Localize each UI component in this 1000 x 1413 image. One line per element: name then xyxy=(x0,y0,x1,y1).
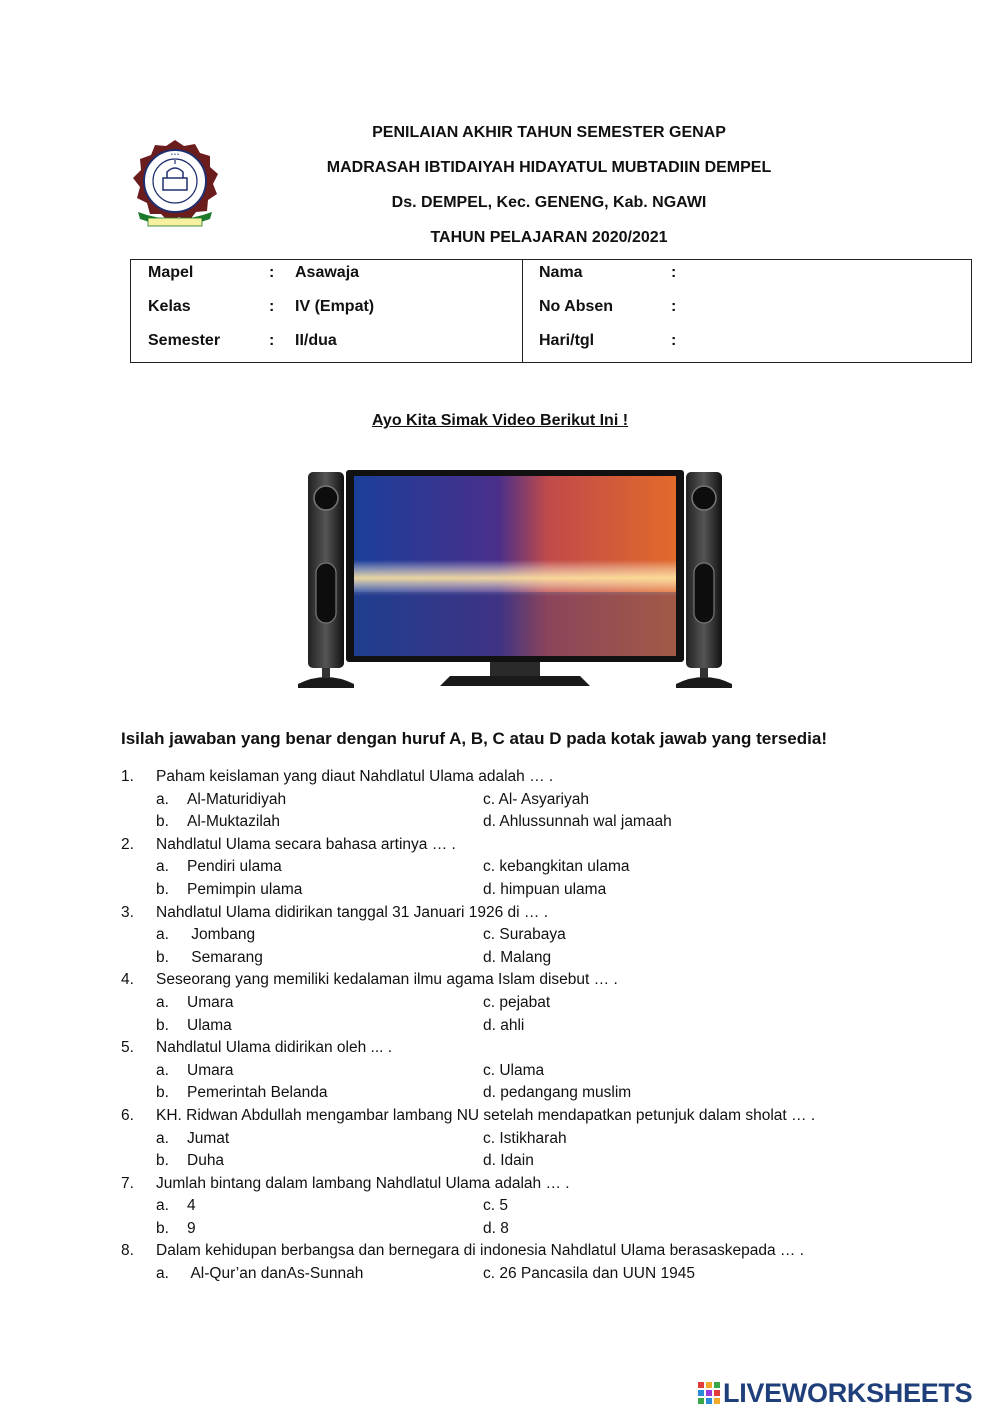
option-a[interactable]: Umara xyxy=(187,1061,234,1079)
option-letter: b. xyxy=(156,880,169,898)
nama-label: Nama xyxy=(539,264,583,281)
question-text: Dalam kehidupan berbangsa dan bernegara di indonesia Nahdlatul Ulama berasaskepada … . xyxy=(156,1242,804,1260)
question-text: Nahdlatul Ulama didirikan tanggal 31 Januari 1926 di … . xyxy=(156,903,549,921)
question-number: 5. xyxy=(121,1039,134,1057)
question-row xyxy=(0,1105,1000,1128)
option-row xyxy=(0,924,1000,947)
option-letter: b. xyxy=(156,948,169,966)
option-letter: a. xyxy=(156,1061,169,1079)
student-info-table xyxy=(130,259,972,363)
option-b[interactable]: Semarang xyxy=(187,948,263,966)
option-row xyxy=(0,1082,1000,1105)
question-text: KH. Ridwan Abdullah mengambar lambang NU setelah mendapatkan petunjuk dalam sholat … . xyxy=(156,1106,816,1124)
video-heading: Ayo Kita Simak Video Berikut Ini ! xyxy=(371,412,629,429)
question-number: 8. xyxy=(121,1242,134,1260)
noabsen-label: No Absen xyxy=(539,298,614,315)
option-letter: a. xyxy=(156,858,169,876)
option-letter: a. xyxy=(156,926,169,944)
option-d[interactable]: d. Malang xyxy=(483,948,552,966)
option-b[interactable]: Al-Muktazilah xyxy=(187,813,281,831)
option-a[interactable]: 4 xyxy=(187,1197,196,1215)
question-text: Nahdlatul Ulama secara bahasa artinya … . xyxy=(156,835,456,853)
option-d[interactable]: d. himpuan ulama xyxy=(483,880,607,898)
option-a[interactable]: Al-Maturidiyah xyxy=(187,790,287,808)
option-c[interactable]: c. pejabat xyxy=(483,993,551,1011)
question-number: 1. xyxy=(121,768,134,785)
mapel-value: Asawaja xyxy=(295,264,360,281)
option-b[interactable]: Pemimpin ulama xyxy=(187,880,303,898)
noabsen-field[interactable]: : xyxy=(671,298,677,315)
option-row xyxy=(0,811,1000,834)
brand-text: LIVEWORKSHEETS xyxy=(723,1377,973,1408)
header-school-name: MADRASAH IBTIDAIYAH HIDAYATUL MUBTADIIN DEMPEL xyxy=(326,159,772,176)
question-row xyxy=(0,969,1000,992)
option-row xyxy=(0,856,1000,879)
kelas-value: IV (Empat) xyxy=(295,298,375,315)
question-text: Paham keislaman yang diaut Nahdlatul Ulama adalah … . xyxy=(156,768,554,785)
colon: : xyxy=(269,298,275,315)
haritgl-label: Hari/tgl xyxy=(539,332,595,349)
header-exam-title: PENILAIAN AKHIR TAHUN SEMESTER GENAP xyxy=(372,124,726,141)
option-row xyxy=(0,992,1000,1015)
option-c[interactable]: c. 5 xyxy=(483,1197,508,1215)
question-row xyxy=(0,766,1000,789)
mapel-label: Mapel xyxy=(148,264,194,281)
option-letter: b. xyxy=(156,1219,169,1237)
option-letter: b. xyxy=(156,813,169,831)
question-text: Jumlah bintang dalam lambang Nahdlatul Ulama adalah … . xyxy=(156,1174,570,1192)
option-d[interactable]: d. Idain xyxy=(483,1152,534,1170)
question-list xyxy=(0,766,1000,1286)
semester-label: Semester xyxy=(148,332,221,349)
option-d[interactable]: d. 8 xyxy=(483,1219,509,1237)
table-divider xyxy=(522,260,523,362)
option-b[interactable]: Ulama xyxy=(187,1016,232,1034)
school-seal-icon xyxy=(124,134,226,230)
question-row xyxy=(0,1240,1000,1263)
question-row xyxy=(0,902,1000,925)
option-b[interactable]: 9 xyxy=(187,1219,196,1237)
question-row xyxy=(0,1037,1000,1060)
semester-value: II/dua xyxy=(295,332,337,349)
question-number: 2. xyxy=(121,835,134,853)
question-number: 3. xyxy=(121,903,134,921)
option-c[interactable]: c. Istikharah xyxy=(483,1129,567,1147)
question-row xyxy=(0,834,1000,857)
option-row xyxy=(0,1150,1000,1173)
header-address: Ds. DEMPEL, Kec. GENENG, Kab. NGAWI xyxy=(391,194,707,211)
question-row xyxy=(0,1173,1000,1196)
option-c[interactable]: c. Ulama xyxy=(483,1061,545,1079)
colon: : xyxy=(269,264,275,281)
option-b[interactable]: Pemerintah Belanda xyxy=(187,1084,328,1102)
svg-text:• • •: • • • xyxy=(170,152,180,158)
option-row xyxy=(0,1263,1000,1286)
option-letter: b. xyxy=(156,1152,169,1170)
option-d[interactable]: d. pedangang muslim xyxy=(483,1084,632,1102)
instruction-text: Isilah jawaban yang benar dengan huruf A, B, C atau D pada kotak jawab yang tersedia! xyxy=(121,729,827,748)
header-school-year: TAHUN PELAJARAN 2020/2021 xyxy=(430,229,668,246)
liveworksheets-brand[interactable] xyxy=(698,1378,972,1408)
question-number: 4. xyxy=(121,971,134,989)
option-letter: b. xyxy=(156,1084,169,1102)
option-letter: a. xyxy=(156,993,169,1011)
option-letter: a. xyxy=(156,790,169,808)
option-row xyxy=(0,947,1000,970)
option-row xyxy=(0,879,1000,902)
tv-with-speakers-icon[interactable] xyxy=(294,468,736,692)
option-d[interactable]: d. ahli xyxy=(483,1016,525,1034)
option-a[interactable]: Al-Qur’an danAs-Sunnah xyxy=(187,1265,364,1283)
option-d[interactable]: d. Ahlussunnah wal jamaah xyxy=(483,813,672,831)
option-a[interactable]: Jumat xyxy=(187,1129,230,1147)
option-row xyxy=(0,1015,1000,1038)
option-letter: b. xyxy=(156,1016,169,1034)
option-row xyxy=(0,1195,1000,1218)
option-c[interactable]: c. Al- Asyariyah xyxy=(483,790,589,808)
option-a[interactable]: Jombang xyxy=(187,926,256,944)
option-row xyxy=(0,789,1000,812)
option-row xyxy=(0,1060,1000,1083)
option-letter: a. xyxy=(156,1265,169,1283)
option-row xyxy=(0,1128,1000,1151)
option-c[interactable]: c. 26 Pancasila dan UUN 1945 xyxy=(483,1265,695,1283)
question-number: 6. xyxy=(121,1106,134,1124)
nama-field[interactable]: : xyxy=(671,264,677,281)
option-c[interactable]: c. Surabaya xyxy=(483,926,566,944)
liveworksheets-logo-icon xyxy=(698,1382,720,1404)
option-letter: a. xyxy=(156,1129,169,1147)
option-letter: a. xyxy=(156,1197,169,1215)
colon: : xyxy=(269,332,275,349)
option-row xyxy=(0,1218,1000,1241)
question-number: 7. xyxy=(121,1174,134,1192)
kelas-label: Kelas xyxy=(148,298,191,315)
question-text: Seseorang yang memiliki kedalaman ilmu agama Islam disebut … . xyxy=(156,971,618,989)
option-a[interactable]: Umara xyxy=(187,993,234,1011)
option-a[interactable]: Pendiri ulama xyxy=(187,858,282,876)
question-text: Nahdlatul Ulama didirikan oleh ... . xyxy=(156,1039,393,1057)
option-c[interactable]: c. kebangkitan ulama xyxy=(483,858,630,876)
haritgl-field[interactable]: : xyxy=(671,332,677,349)
option-b[interactable]: Duha xyxy=(187,1152,225,1170)
